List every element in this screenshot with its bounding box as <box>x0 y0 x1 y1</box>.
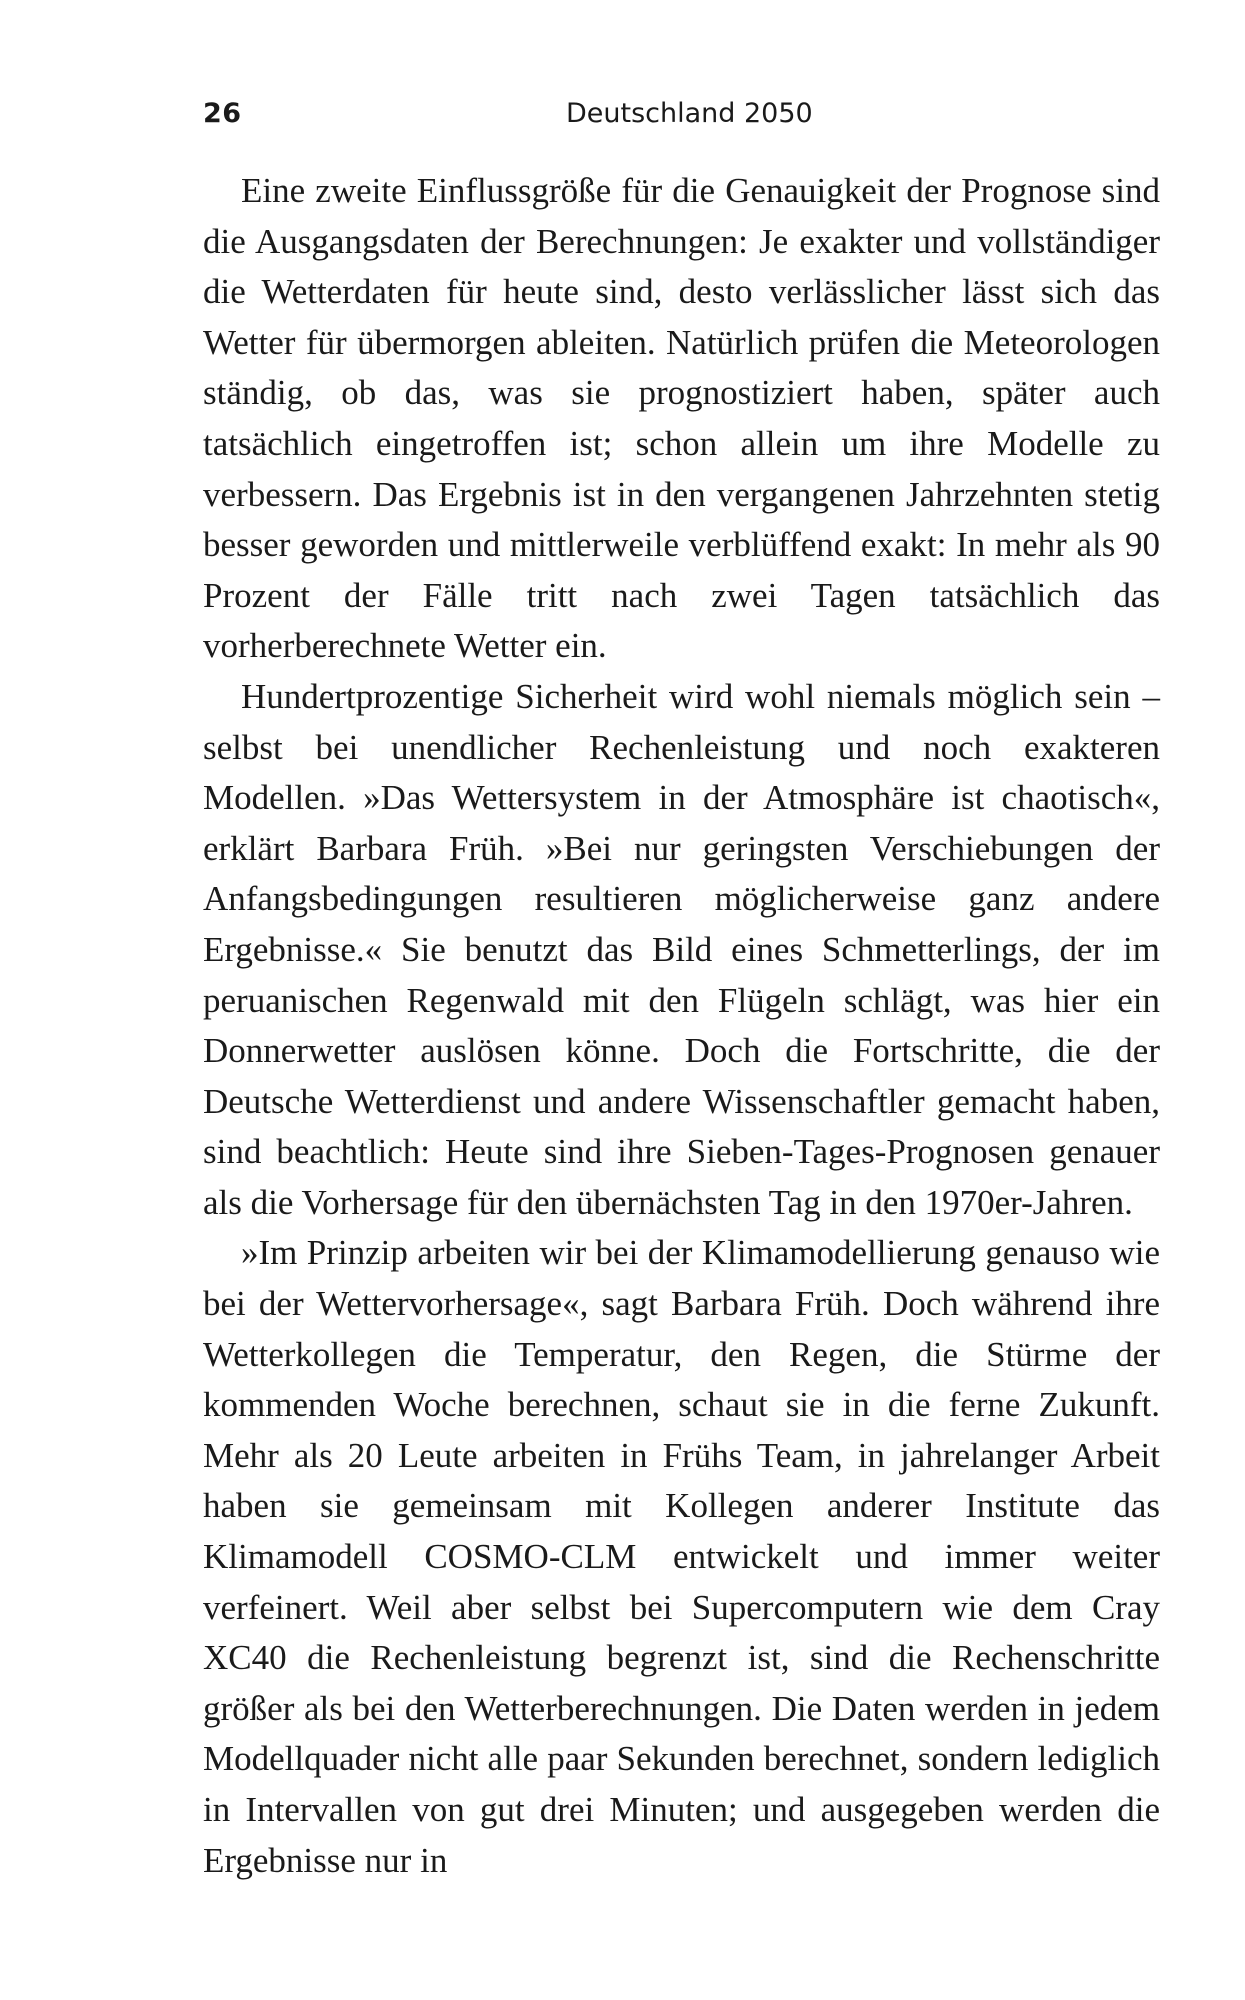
paragraph: Eine zweite Einflussgröße für die Genauigkeit der Prognose sind die Ausgangsdaten der Berechnungen: Je exakter und vollständiger die Wetterdaten für heute sind, desto verlässlicher lässt sich das Wetter für übermorgen ableiten. Natürlich prüfen die Meteorologen ständig, ob das, was sie prognostiziert haben, später auch tatsächlich eingetroffen ist; schon allein um ihre Modelle zu verbessern. Das Ergebnis ist in den vergangenen Jahrzehnten stetig besser geworden und mittlerweile verblüffend exakt: In mehr als 90 Prozent der Fälle tritt nach zwei Tagen tatsächlich das vorherberechnete Wetter ein. <box>203 171 1160 666</box>
book-title: Deutschland 2050 <box>566 98 813 129</box>
body-text <box>203 166 1160 1886</box>
page-number: 26 <box>203 98 242 129</box>
paragraph: Hundertprozentige Sicherheit wird wohl niemals möglich sein – selbst bei unendlicher Rechenleistung und noch exakteren Modellen. »Das Wettersystem in der Atmosphäre ist chaotisch«, erklärt Barbara Früh. »Bei nur geringsten Verschiebungen der Anfangsbedingungen resultieren möglicherweise ganz andere Ergebnisse.« Sie benutzt das Bild eines Schmetterlings, der im peruanischen Regenwald mit den Flügeln schlägt, was hier ein Donnerwetter auslösen könne. Doch die Fortschritte, die der Deutsche Wetterdienst und andere Wissenschaftler gemacht haben, sind beachtlich: Heute sind ihre Sieben-Tages-Prognosen genauer als die Vorhersage für den übernächsten Tag in den 1970er-Jahren. <box>203 676 1160 1222</box>
running-header <box>203 98 1165 138</box>
paragraph: »Im Prinzip arbeiten wir bei der Klimamodellierung genauso wie bei der Wettervorhersage«, sagt Barbara Früh. Doch während ihre Wetterkollegen die Temperatur, den Regen, die Stürme der kommenden Woche berechnen, schaut sie in die ferne Zukunft. Mehr als 20 Leute arbeiten in Frühs Team, in jahrelanger Arbeit haben sie gemeinsam mit Kollegen anderer Institute das Klimamodell COSMO-CLM entwickelt und immer weiter verfeinert. Weil aber selbst bei Supercomputern wie dem Cray XC40 die Rechenleistung begrenzt ist, sind die Rechenschritte größer als bei den Wetterberechnungen. Die Daten werden in jedem Modellquader nicht alle paar Sekunden berechnet, sondern lediglich in Intervallen von gut drei Minuten; und ausgegeben werden die Ergebnisse nur in <box>203 1233 1160 1880</box>
